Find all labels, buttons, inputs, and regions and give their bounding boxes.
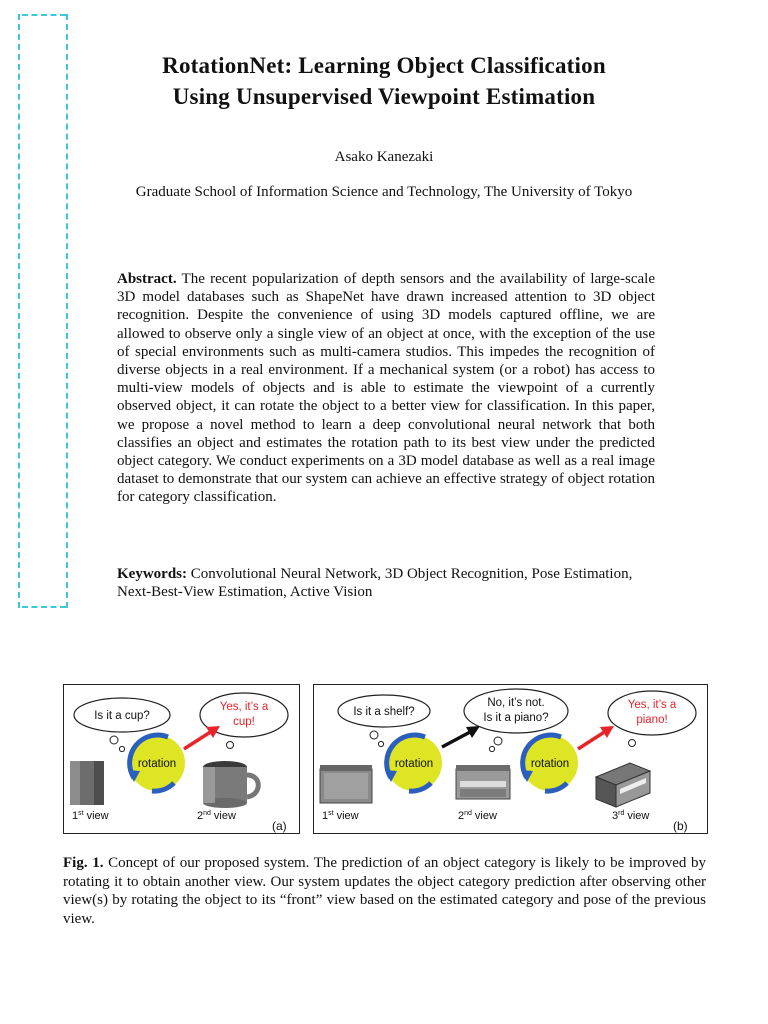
caption-label: Fig. 1. xyxy=(63,855,104,871)
author-name: Asako Kanezaki xyxy=(334,149,434,165)
rotation-label-1: rotation xyxy=(394,758,434,770)
bubble-text-yes-line1: Yes, it’s a xyxy=(219,701,269,713)
title-line-1: RotationNet: Learning Object Classification xyxy=(162,53,606,78)
figure-caption xyxy=(63,854,706,928)
thought-bubble-piano-answer xyxy=(608,691,696,747)
view-3-label-b: 3rd view xyxy=(612,810,650,822)
view-2-label-b: 2nd view xyxy=(458,810,497,822)
view-2-label: 2nd view xyxy=(197,810,236,822)
piano-third-view-image xyxy=(596,763,650,807)
panel-a-letter: (a) xyxy=(269,819,290,833)
cup-first-view-image xyxy=(70,761,104,805)
bubble-text-no-line1: No, it’s not. xyxy=(487,697,545,709)
abstract-text: The recent popularization of depth sensors and the availability of large-scale 3D model databases such as ShapeNet have drawn increased attention to 3D object recognition. Despite the convenience of using 3D models captured offline, we are allowed to observe only a single view of an object at once, with the exception of the use of special environments such as multi-camera studios. This impedes the recognition of diverse objects in a real environment. If a mechanical system (or a robot) has access to multi-view models of objects and is able to estimate the viewpoint of a currently observed object, it can rotate the object to a better view for classification. In this paper, we propose a novel method to learn a deep convolutional neural network that both classifies an object and estimates the rotation path to its best view under the predicted object category. We conduct experiments on a 3D model database as well as a real image dataset to demonstrate that our system can achieve an effective strategy of object rotation for category classification. xyxy=(117,271,656,506)
bubble-text-is-it-a-cup: Is it a cup? xyxy=(94,710,150,722)
keywords-text: Convolutional Neural Network, 3D Object Recognition, Pose Estimation, Next-Best-View Estimation, Active Vision xyxy=(117,566,633,601)
rotation-disc xyxy=(128,735,185,791)
keywords-label: Keywords: xyxy=(117,566,187,582)
bubble-text-no-line2: Is it a piano? xyxy=(483,712,549,724)
rotation-disc-2 xyxy=(521,735,578,791)
bubble-text-is-it-a-shelf: Is it a shelf? xyxy=(353,706,415,718)
caption-text: Concept of our proposed system. The prediction of an object category is likely to be improved by rotating it to obtain another view. Our system updates the object category prediction after observing other view(s) by rotating the object to its “front” view based on the estimated category and pose of the previous view. xyxy=(63,855,707,927)
rotation-label: rotation xyxy=(137,758,177,770)
affiliation: Graduate School of Information Science and Technology, The University of Tokyo xyxy=(135,184,633,200)
paper-title xyxy=(60,50,708,112)
margin-guide-top xyxy=(22,14,66,16)
bubble-text-yes-piano-line2: piano! xyxy=(636,714,668,726)
figure-panel-b xyxy=(313,684,708,834)
thought-bubble-answer xyxy=(200,693,288,749)
rotation-disc-1 xyxy=(385,735,442,791)
arrow-to-next-view xyxy=(184,726,220,749)
arrow-red xyxy=(578,726,614,749)
cup-second-view-image xyxy=(203,761,258,808)
bubble-text-yes-piano-line1: Yes, it’s a xyxy=(627,699,677,711)
keywords xyxy=(117,565,655,601)
arrow-black xyxy=(442,726,480,747)
abstract xyxy=(117,270,655,507)
piano-first-view-image xyxy=(320,765,372,803)
view-1-label-b: 1st view xyxy=(322,810,359,822)
margin-guide-left xyxy=(18,14,20,608)
bubble-text-yes-line2: cup! xyxy=(233,716,255,728)
margin-guide-bottom xyxy=(22,606,66,608)
panel-b-letter: (b) xyxy=(670,819,691,833)
title-line-2: Using Unsupervised Viewpoint Estimation xyxy=(172,84,596,109)
figure-panel-a xyxy=(63,684,300,834)
piano-second-view-image xyxy=(456,765,510,799)
abstract-label: Abstract. xyxy=(117,271,177,287)
view-1-label: 1st view xyxy=(72,810,109,822)
rotation-label-2: rotation xyxy=(530,758,570,770)
